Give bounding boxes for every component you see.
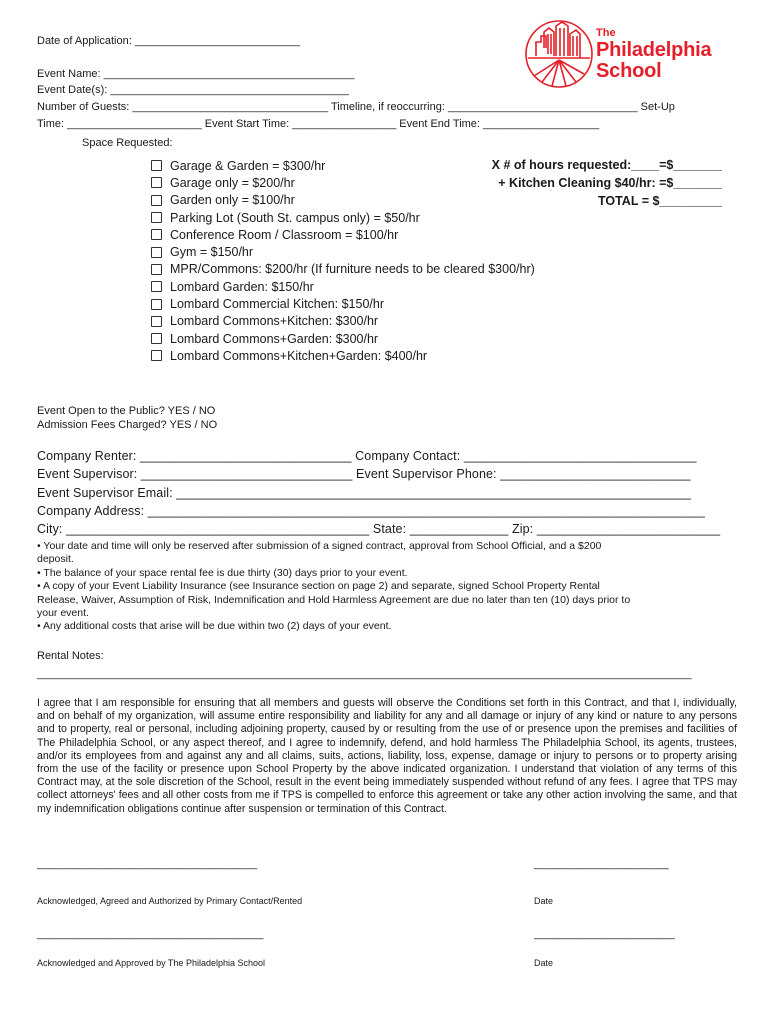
- space-option-label: Gym = $150/hr: [170, 245, 254, 260]
- space-option[interactable]: [151, 347, 571, 364]
- bullet-line: Release, Waiver, Assumption of Risk, Indemnification and Hold Harmless Agreement are due no later than ten (10) days prior to: [37, 593, 631, 606]
- bullet-line: • Your date and time will only be reserved after submission of a signed contract, approval from School Official, and a $200: [37, 540, 602, 552]
- space-option-label: Lombard Garden: $150/hr: [170, 279, 314, 294]
- school-date-label: Date: [534, 958, 554, 968]
- company-renter-contact-field[interactable]: Company Renter: ______________________________ Company Contact: _________________________________: [37, 449, 697, 463]
- supervisor-email-field[interactable]: Event Supervisor Email: _________________________________________________________________________: [37, 486, 692, 500]
- space-option-label: Garage & Garden = $300/hr: [170, 158, 326, 173]
- space-option-label: Lombard Commercial Kitchen: $150/hr: [170, 297, 384, 312]
- space-option-label: Lombard Commons+Kitchen+Garden: $400/hr: [170, 348, 428, 363]
- event-open-public-question[interactable]: Event Open to the Public? YES / NO: [37, 405, 216, 417]
- bullet-line: • Any additional costs that arise will be due within two (2) days of your event.: [37, 620, 392, 633]
- school-date-line[interactable]: _______________________: [534, 928, 675, 940]
- date-of-application-field[interactable]: Date of Application: ___________________________: [37, 35, 301, 47]
- city-state-zip-field[interactable]: City: ___________________________________________ State: ______________ Zip: __________________________: [37, 522, 721, 536]
- bullet-line: • The balance of your space rental fee is due thirty (30) days prior to your event.: [37, 566, 408, 579]
- rental-notes-label: Rental Notes:: [37, 650, 104, 662]
- checkbox[interactable]: [151, 299, 162, 310]
- checkbox[interactable]: [151, 264, 162, 275]
- primary-contact-date-label: Date: [534, 896, 554, 906]
- company-address-field[interactable]: Company Address: _______________________________________________________________________________: [37, 504, 705, 518]
- rental-notes-line[interactable]: ___________________________________________________________________________________________________________: [37, 668, 692, 680]
- space-option-label: Conference Room / Classroom = $100/hr: [170, 227, 399, 242]
- event-supervisor-phone-field[interactable]: Event Supervisor: ______________________________ Event Supervisor Phone: ___________________________: [37, 467, 691, 481]
- space-option-label: MPR/Commons: $200/hr (If furniture needs to be cleared $300/hr): [170, 262, 535, 277]
- hours-requested-field[interactable]: X # of hours requested:____=$_______: [491, 158, 722, 172]
- bullet-line: deposit.: [37, 553, 74, 566]
- school-signature-line[interactable]: _____________________________________: [37, 928, 264, 940]
- space-option[interactable]: [151, 295, 571, 312]
- event-dates-field[interactable]: Event Date(s): _______________________________________: [37, 84, 349, 96]
- event-time-field[interactable]: Time: ______________________ Event Start Time: _________________ Event End Time: ___________________: [37, 118, 600, 130]
- space-option[interactable]: [151, 278, 571, 295]
- terms-bullets: [37, 540, 697, 634]
- logo-the: The: [596, 27, 616, 39]
- space-requested-label: Space Requested:: [82, 137, 173, 149]
- space-option-label: Lombard Commons+Kitchen: $300/hr: [170, 314, 379, 329]
- checkbox[interactable]: [151, 333, 162, 344]
- space-option[interactable]: [151, 313, 571, 330]
- space-option[interactable]: [151, 261, 571, 278]
- checkbox[interactable]: [151, 316, 162, 327]
- space-option[interactable]: [151, 330, 571, 347]
- space-option-label: Garage only = $200/hr: [170, 175, 295, 190]
- checkbox[interactable]: [151, 195, 162, 206]
- primary-contact-signature-line[interactable]: ____________________________________: [37, 858, 258, 870]
- school-signature-label: Acknowledged and Approved by The Philadelphia School: [37, 958, 265, 968]
- logo-school: School: [596, 60, 662, 82]
- event-name-field[interactable]: Event Name: _________________________________________: [37, 68, 355, 80]
- guests-timeline-field[interactable]: Number of Guests: ________________________________ Timeline, if reoccurring: _______________________________ Set-Up: [37, 101, 675, 113]
- primary-contact-date-line[interactable]: ______________________: [534, 858, 669, 870]
- space-option-label: Garden only = $100/hr: [170, 193, 295, 208]
- space-option-label: Lombard Commons+Garden: $300/hr: [170, 331, 379, 346]
- logo-philadelphia: Philadelphia: [596, 39, 712, 61]
- space-option[interactable]: [151, 243, 571, 260]
- checkbox[interactable]: [151, 350, 162, 361]
- checkbox[interactable]: [151, 212, 162, 223]
- bullet-line: your event.: [37, 607, 89, 620]
- kitchen-cleaning-field[interactable]: + Kitchen Cleaning $40/hr: =$_______: [498, 176, 722, 190]
- checkbox[interactable]: [151, 160, 162, 171]
- space-option-label: Parking Lot (South St. campus only) = $50/hr: [170, 210, 420, 225]
- logo-wordmark: [596, 28, 711, 82]
- primary-contact-signature-label: Acknowledged, Agreed and Authorized by Primary Contact/Rented: [37, 896, 303, 906]
- checkbox[interactable]: [151, 177, 162, 188]
- bullet-line: • A copy of your Event Liability Insurance (see Insurance section on page 2) and separate, signed School Property Rental: [37, 580, 600, 593]
- checkbox[interactable]: [151, 281, 162, 292]
- total-field[interactable]: TOTAL = $_________: [597, 194, 722, 208]
- hours-total-block: [470, 158, 722, 212]
- admission-fees-question[interactable]: Admission Fees Charged? YES / NO: [37, 419, 218, 431]
- checkbox[interactable]: [151, 247, 162, 258]
- liability-agreement-text: I agree that I am responsible for ensuring that all members and guests will observe the Conditions set forth in this Contract, and that I, individually, and on behalf of my organization, will assume entire responsibility and liability for any and all damage or injury of any kind or nature to any persons and to property, real or personal, including adjoining property, caused by or resulting from the use of or presence upon the premises and facilities of The Philadelphia School, or any aspect thereof, and I agree to indemnify, defend, and hold harmless The Philadelphia School, its agents, trustees, and/or its employees from and against any and all claims, suits, actions, liability, loss, expense, damage or injury to persons or to property arising from the use of the facility or presence upon School Property by the above indicated organization. I understand that violation of any terms of this Contract may, at the sole discretion of the School, result in the event being immediately suspended without refund of any fees. I agree that TPS may collect attorneys' fees and all other costs from me if TPS is compelled to enforce this agreement or take any other action involving the same, and that my indemnification obligations continue after suspension or termination of this Contract.: [37, 697, 737, 815]
- space-option[interactable]: [151, 226, 571, 243]
- checkbox[interactable]: [151, 229, 162, 240]
